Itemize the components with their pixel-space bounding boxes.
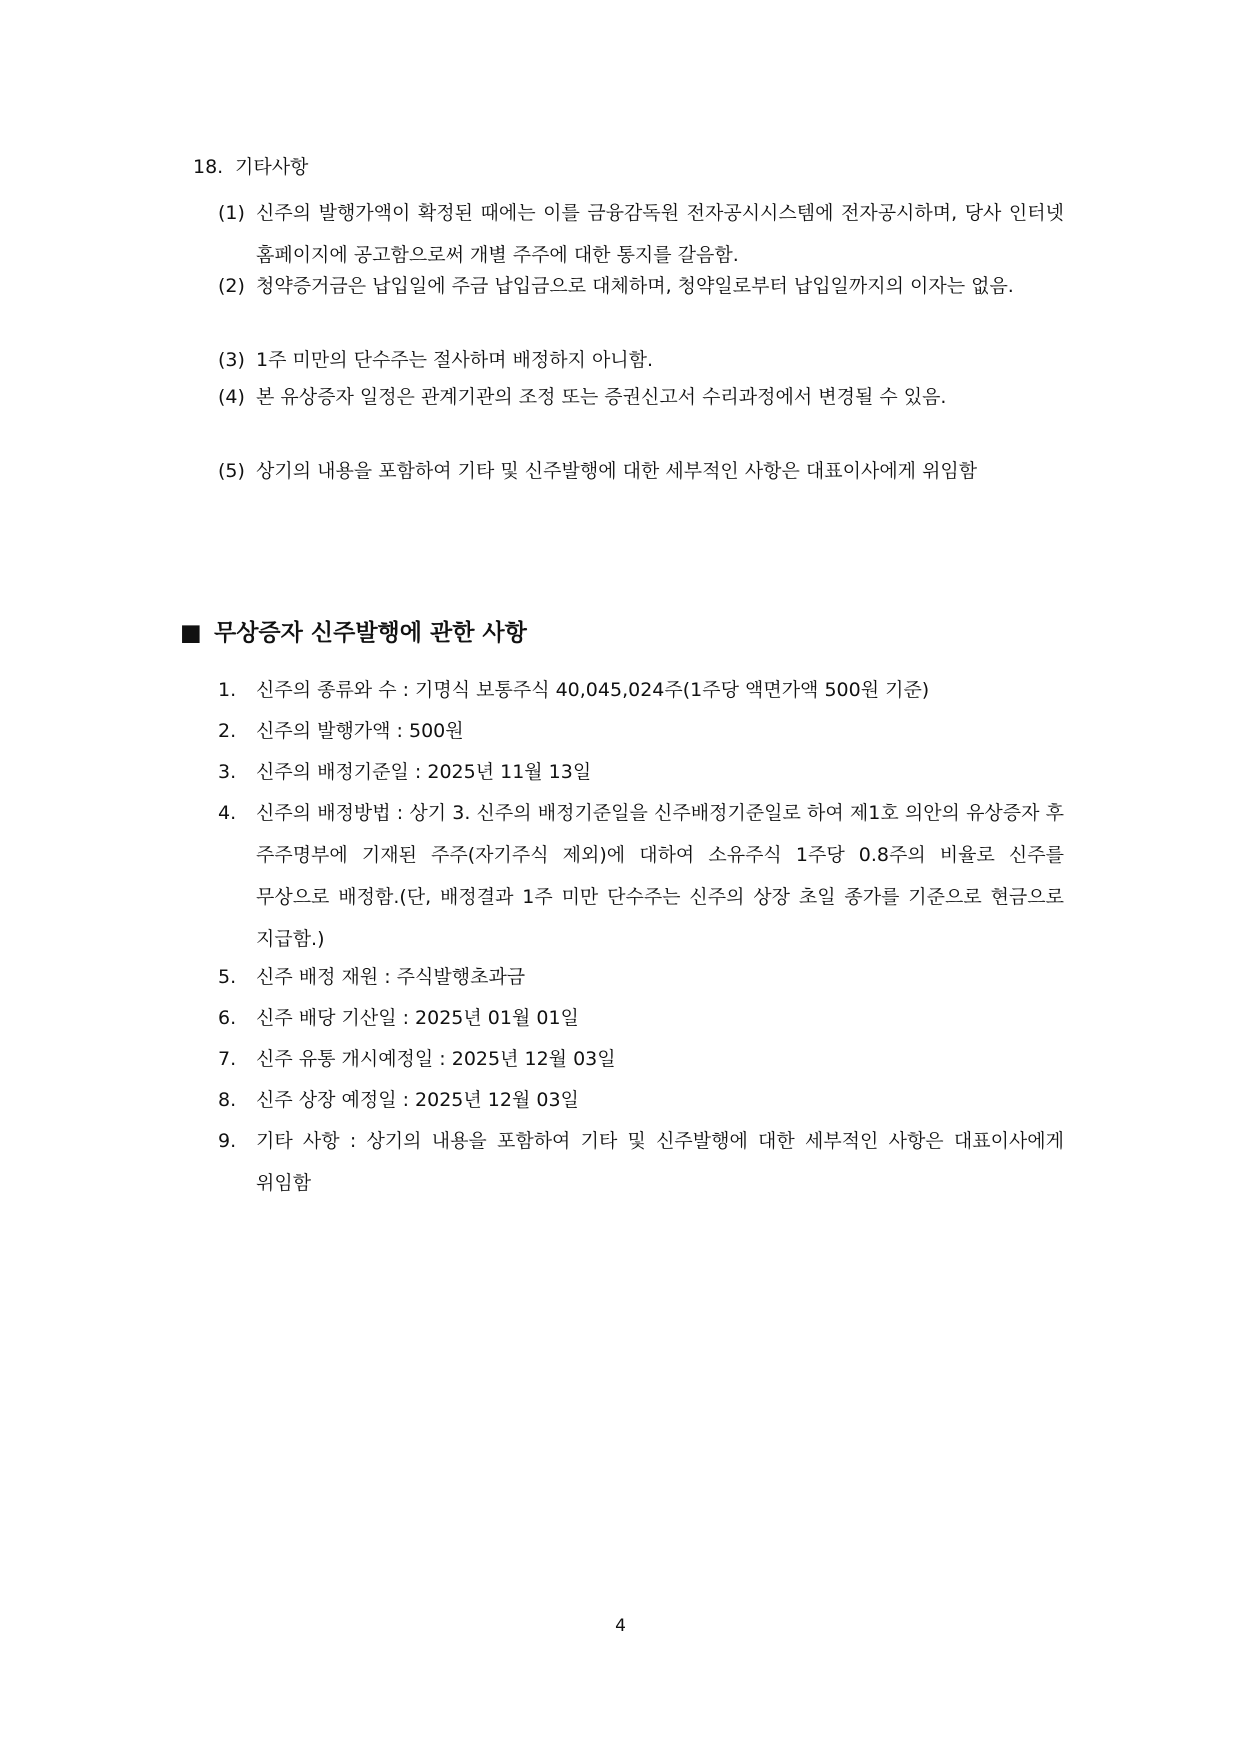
list-item — [218, 1038, 1064, 1080]
section-number: 18. — [193, 156, 224, 178]
section-18-title — [193, 152, 308, 182]
item-marker: 4. — [218, 802, 237, 824]
list-item — [218, 956, 1064, 998]
item-text: 본 유상증자 일정은 관계기관의 조정 또는 증권신고서 수리과정에서 변경될 수 있음. — [256, 386, 947, 408]
item-text: 신주 상장 예정일 : 2025년 12월 03일 — [256, 1089, 579, 1111]
list-item — [218, 710, 1064, 752]
item-text: 신주 배정 재원 : 주식발행초과금 — [256, 966, 526, 988]
item-text: 신주 유통 개시예정일 : 2025년 12월 03일 — [256, 1048, 616, 1070]
item-text: 신주 배당 기산일 : 2025년 01월 01일 — [256, 1007, 579, 1029]
item-marker: 7. — [218, 1048, 237, 1070]
item-text: 상기의 내용을 포함하여 기타 및 신주발행에 대한 세부적인 사항은 대표이사에게 위임함 — [256, 460, 978, 482]
list-item — [218, 450, 1064, 492]
list-item — [218, 669, 1064, 711]
item-marker: 8. — [218, 1089, 237, 1111]
item-text: 1주 미만의 단수주는 절사하며 배정하지 아니함. — [256, 349, 654, 371]
section-heading — [180, 615, 527, 651]
page-number: 4 — [615, 1616, 626, 1636]
item-marker: 2. — [218, 720, 237, 742]
item-text: 신주의 발행가액 : 500원 — [256, 720, 464, 742]
item-text: 청약증거금은 납입일에 주금 납입금으로 대체하며, 청약일로부터 납입일까지의 이자는 없음. — [256, 275, 1014, 297]
item-text: 기타 사항 : 상기의 내용을 포함하여 기타 및 신주발행에 대한 세부적인 사항은 대표이사에게 위임함 — [256, 1130, 1064, 1194]
list-item — [218, 1079, 1064, 1121]
item-marker: (5) — [218, 460, 245, 482]
section-title: 기타사항 — [235, 156, 309, 178]
list-item — [218, 339, 1064, 381]
item-marker: (4) — [218, 386, 245, 408]
item-marker: 6. — [218, 1007, 237, 1029]
item-text: 신주의 배정방법 : 상기 3. 신주의 배정기준일을 신주배정기준일로 하여 제1호 의안의 유상증자 후 주주명부에 기재된 주주(자기주식 제외)에 대하여 소유주식 1주당 0.8주의 비율로 신주를 무상으로 배정함.(단, 배정결과 1주 미만 단수주는 신주의 상장 초일 종가를 기준으로 현금으로 지급함.) — [256, 802, 1064, 950]
list-item — [218, 997, 1064, 1039]
heading-title: 무상증자 신주발행에 관한 사항 — [214, 620, 527, 646]
list-item — [218, 192, 1064, 276]
item-marker: 1. — [218, 679, 237, 701]
list-item — [218, 265, 1064, 307]
square-bullet-icon: ■ — [180, 620, 202, 646]
item-marker: (2) — [218, 275, 245, 297]
item-marker: (3) — [218, 349, 245, 371]
list-item — [218, 1120, 1064, 1204]
list-item — [218, 751, 1064, 793]
item-text: 신주의 발행가액이 확정된 때에는 이를 금융감독원 전자공시시스템에 전자공시하며, 당사 인터넷 홈페이지에 공고함으로써 개별 주주에 대한 통지를 갈음함. — [256, 202, 1064, 266]
item-marker: 9. — [218, 1130, 237, 1152]
item-text: 신주의 배정기준일 : 2025년 11월 13일 — [256, 761, 592, 783]
item-marker: 3. — [218, 761, 237, 783]
list-item — [218, 376, 1064, 418]
item-marker: (1) — [218, 202, 245, 224]
item-text: 신주의 종류와 수 : 기명식 보통주식 40,045,024주(1주당 액면가액 500원 기준) — [256, 679, 930, 701]
item-marker: 5. — [218, 966, 237, 988]
list-item — [218, 792, 1064, 960]
